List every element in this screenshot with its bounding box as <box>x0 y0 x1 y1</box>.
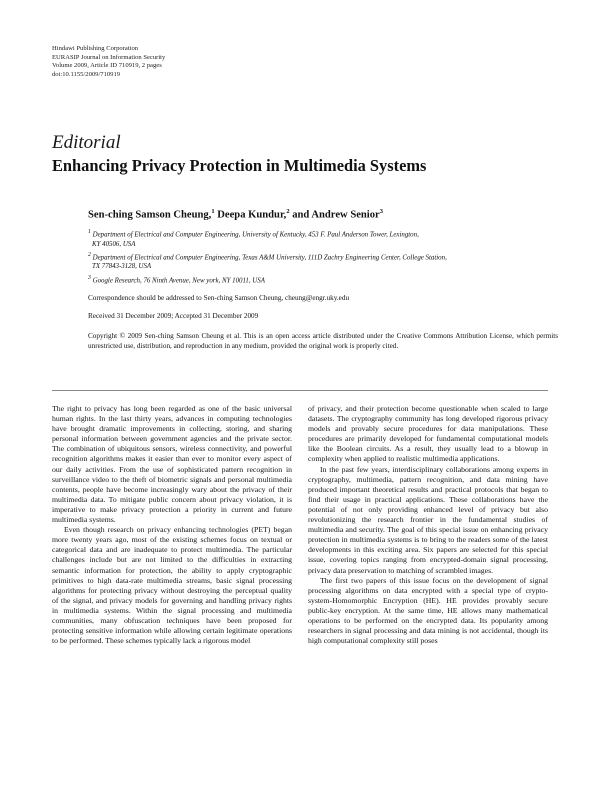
affil-line: Department of Electrical and Computer Engineering, Texas A&M University, 111D Zachry Engineering Center, College Station, <box>92 254 447 262</box>
body-paragraph: The first two papers of this issue focus on the development of signal processing algorithms on data encrypted with a special type of crypto-system-Homomorphic Encryption (HE). HE provides provably secure public-key encryption. At the same time, HE allows many mathematical operations to be performed on the encrypted data. Its popularity among researchers in signal processing and data mining is not accidental, though its high computational complexity still poses <box>308 575 548 646</box>
body-column-right <box>308 404 548 646</box>
author-affil-mark: 2 <box>286 208 290 215</box>
journal-header <box>52 45 165 79</box>
copyright-notice: Copyright © 2009 Sen-ching Samson Cheung et al. This is an open access article distributed under the Creative Commons Attribution License, which permits unrestricted use, distribution, and reproduction in any medium, provided the original work is properly cited. <box>88 332 558 351</box>
divider <box>52 390 548 391</box>
affil-mark: 2 <box>88 251 91 258</box>
affiliation <box>88 228 548 249</box>
body-paragraph: The right to privacy has long been regarded as one of the basic universal human rights. In the last thirty years, advances in computing technologies have brought dramatic improvements in collecting, storing, and sharing personal information between government agencies and the private sector. The combination of ubiquitous sensors, wireless connectivity, and powerful recognition algorithms makes it easier than ever to monitor every aspect of our daily activities. From the use of sophisticated pattern recognition in surveillance video to the theft of biometric signals and personal multimedia contents, people have become increasingly wary about the privacy of their multimedia data. To mitigate public concern about privacy violation, it is imperative to make privacy protection a priority in current and future multimedia systems. <box>52 404 292 525</box>
body-paragraph: Even though research on privacy enhancing technologies (PET) began more twenty years ago, most of the existing schemes focus on textual or categorical data and are inadequate to protect multimedia. The particular challenges include but are not limited to the difficulties in extracting semantic information for protection, the ability to apply cryptographic primitives to high data-rate multimedia streams, basic signal processing algorithms for protecting privacy without destroying the perceptual quality of the signal, and privacy models for governing and handling privacy rights in multimedia systems. Within the signal processing and multimedia communities, many obfuscation techniques have been proposed for protecting sensitive information while allowing certain legitimate operations to be performed. These schemes typically lack a rigorous model <box>52 525 292 646</box>
affil-line: Google Research, 76 Ninth Avenue, New york, NY 10011, USA <box>92 277 265 285</box>
author-affil-mark: 3 <box>379 208 384 215</box>
publisher: Hindawi Publishing Corporation <box>52 45 139 52</box>
affiliation <box>88 274 548 286</box>
affiliation <box>88 251 548 272</box>
affil-mark: 3 <box>88 274 91 281</box>
section-label: Editorial <box>52 132 121 153</box>
affil-line: KY 40506, USA <box>92 240 136 248</box>
body-column-left <box>52 404 292 646</box>
correspondence: Correspondence should be addressed to Sen-ching Samson Cheung, cheung@engr.uky.edu <box>88 294 350 302</box>
affil-mark: 1 <box>88 229 91 235</box>
author-list <box>88 208 383 221</box>
author-name: and Andrew Senior <box>292 209 380 221</box>
affil-line: Department of Electrical and Computer Engineering, University of Kentucky, 453 F. Paul Anderson Tower, Lexington, <box>92 231 419 239</box>
body-paragraph: of privacy, and their protection become questionable when scaled to large datasets. The cryptography community has long developed rigorous privacy models and provably secure procedures for data manipulations. These procedures are primarily developed for fundamental computational models like the Boolean circuits. As a result, they usually lead to a blowup in complexity when applied to realistic multimedia applications. <box>308 404 548 464</box>
volume-info: Volume 2009, Article ID 710919, 2 pages <box>52 62 162 70</box>
author-affil-mark: 1 <box>211 208 215 215</box>
paper-title: Enhancing Privacy Protection in Multimedia Systems <box>52 156 427 175</box>
author-name: Deepa Kundur, <box>217 209 287 221</box>
affiliations <box>88 228 548 287</box>
journal-name: EURASIP Journal on Information Security <box>52 53 166 61</box>
affil-line: TX 77843-3128, USA <box>92 263 152 271</box>
received-accepted-dates: Received 31 December 2009; Accepted 31 December 2009 <box>88 312 259 320</box>
author-name: Sen-ching Samson Cheung, <box>88 209 212 221</box>
doi: doi:10.1155/2009/710919 <box>52 70 121 78</box>
body-paragraph: In the past few years, interdisciplinary collaborations among experts in cryptography, multimedia, pattern recognition, and data mining have produced important theoretical results and practical protocols that began to find their usage in practical applications. These collaborations have the potential of not only providing enhanced level of privacy but also revolutionizing the research frontier in the fundamental studies of multimedia and security. The goal of this special issue on enhancing privacy protection in multimedia systems is to bring to the readers some of the latest developments in this exciting area. Six papers are selected for this special issue, covering topics ranging from encrypted-domain signal processing, privacy data preservation to matching of scrambled images. <box>308 464 548 575</box>
